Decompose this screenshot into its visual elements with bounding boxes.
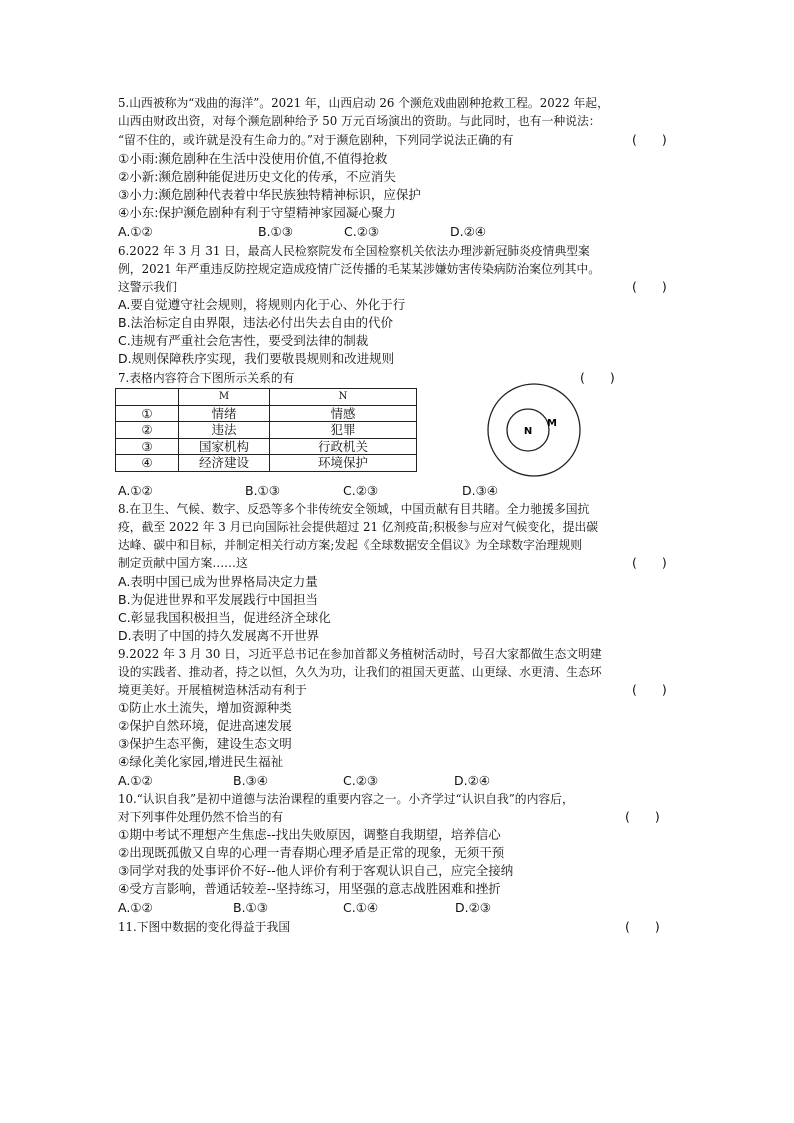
q5-item-4: ④小东:保护濒危剧种有利于守望精神家园凝心聚力 [118,205,396,220]
q9-item-3: ③保护生态平衡，建设生态文明 [118,736,292,751]
q5-item-2: ②小新:濒危剧种能促进历史文化的传承，不应消失 [118,169,396,184]
q6-stem-line-2: 例，2021 年严重违反防控规定造成疫情广泛传播的毛某某涉嫌妨害传染病防治案位列其中。 [118,262,601,276]
table-cell-n: 犯罪 [270,422,417,439]
q10-option-b: B.①③ [233,900,268,915]
q7-option-b: B.①③ [245,483,280,498]
q6-option-a: A.要自觉遵守社会规则，将规则内化于心、外化于行 [118,297,406,312]
inner-circle-label: N [523,426,533,437]
table-cell-index: ① [116,405,179,422]
q5-stem-line-1: 5.山西被称为“戏曲的海洋”。2021 年，山西启动 26 个濒危戏曲剧种抢救工程。2022 年起， [118,96,609,110]
q9-item-2: ②保护自然环境，促进高速发展 [118,718,292,733]
q7-option-d: D.③④ [462,483,499,498]
q8-stem-line-1: 8.在卫生、气候、数字、反恐等多个非传统安全领域，中国贡献有目共睹。全力驰援多国抗 [118,502,590,516]
table-row [116,405,417,422]
q9-item-1: ①防止水土流失，增加资源种类 [118,700,292,715]
q7-option-a: A.①② [118,483,153,498]
q8-option-d: D.表明了中国的持久发展离不开世界 [118,628,320,643]
outer-circle-label: M [547,418,557,429]
q10-item-4: ④受方言影响，普通话较差--坚持练习，用坚强的意志战胜困难和挫折 [118,881,501,896]
q6-stem-line-1: 6.2022 年 3 月 31 日，最高人民检察院发布全国检察机关依法办理涉新冠肺炎疫情典型案 [118,244,590,258]
q8-option-c: C.彰显我国积极担当，促进经济全球化 [118,610,331,625]
q6-option-b: B.法治标定自由界限，违法必付出失去自由的代价 [118,315,394,330]
q6-stem-line-3: 这警示我们 [118,280,177,294]
q9-stem-line-1: 9.2022 年 3 月 30 日，习近平总书记在参加首都义务植树活动时，号召大家都做生态文明建 [118,647,602,661]
outer-circle-m [488,384,580,476]
q10-option-c: C.①④ [343,900,379,915]
q8-stem-line-3: 达峰、碳中和目标，并制定相关行动方案;发起《全球数据安全倡议》为全球数字治理规则 [118,538,583,552]
table-row [116,438,417,455]
q6-option-c: C.违规有严重社会危害性，要受到法律的制裁 [118,333,369,348]
table-header-row [116,389,417,406]
q10-item-1: ①期中考试不理想产生焦虑--找出失败原因，调整自我期望，培养信心 [118,827,501,842]
q11-stem: 11.下图中数据的变化得益于我国 [118,920,291,934]
q5-option-d: D.②④ [450,224,487,239]
q5-option-c: C.②③ [344,224,380,239]
table-cell-index: ③ [116,438,179,455]
q5-option-a: A.①② [118,224,153,239]
q8-option-b: B.为促进世界和平发展践行中国担当 [118,592,319,607]
q5-option-b: B.①③ [258,224,293,239]
q9-option-b: B.③④ [233,773,268,788]
table-cell-m: 国家机构 [179,438,270,455]
q6-option-d: D.规则保障秩序实现，我们要敬畏规则和改进规则 [118,351,395,366]
table-cell-n: 行政机关 [270,438,417,455]
q10-stem-line-2: 对下列事件处理仍然不恰当的有 [118,810,284,824]
table-cell-m: 情绪 [179,405,270,422]
table-cell-m: 经济建设 [179,455,270,472]
q7-option-c: C.②③ [343,483,379,498]
table-header-m: M [179,389,270,406]
table-cell-n: 情感 [270,405,417,422]
table-cell-n: 环境保护 [270,455,417,472]
q5-stem-line-3: “留不住的，或许就是没有生命力的。”对于濒危剧种，下列同学说法正确的有 [118,133,514,147]
q7-answer-bracket: ( ) [580,370,615,385]
q8-stem-line-4: 制定贡献中国方案……这 [118,556,248,570]
table-cell-index: ④ [116,455,179,472]
q8-option-a: A.表明中国已成为世界格局决定力量 [118,574,318,589]
table-header-index [116,389,179,406]
q10-option-d: D.②③ [455,900,492,915]
q10-item-3: ③同学对我的处事评价不好--他人评价有利于客观认识自己，应完全接纳 [118,863,514,878]
q6-answer-bracket: ( ) [632,279,667,294]
q7-stem: 7.表格内容符合下图所示关系的有 [118,371,295,385]
q8-stem-line-2: 疫，截至 2022 年 3 月已向国际社会提供超过 21 亿剂疫苗;积极参与应对气候变化，提出碳 [118,520,599,534]
q9-item-4: ④绿化美化家园,增进民生福祉 [118,754,284,769]
q10-option-a: A.①② [118,900,153,915]
q10-item-2: ②出现既孤傲又自卑的心理一青春期心理矛盾是正常的现象，无须干预 [118,845,505,860]
table-header-n: N [270,389,417,406]
q5-answer-bracket: ( ) [632,132,667,147]
q7-nested-circles-diagram [484,380,584,480]
table-cell-m: 违法 [179,422,270,439]
q8-answer-bracket: ( ) [632,555,667,570]
q5-item-1: ①小雨:濒危剧种在生活中没使用价值,不值得抢救 [118,151,388,166]
q7-relation-table [115,388,417,472]
q9-stem-line-3: 境更美好。开展植树造林活动有利于 [118,683,307,697]
table-cell-index: ② [116,422,179,439]
q10-stem-line-1: 10.“认识自我”是初中道德与法治课程的重要内容之一。小齐学过“认识自我”的内容后， [118,792,574,806]
q10-answer-bracket: ( ) [625,809,660,824]
q9-answer-bracket: ( ) [632,682,667,697]
q9-option-c: C.②③ [343,773,379,788]
q5-item-3: ③小力:濒危剧种代表着中华民族独特精神标识，应保护 [118,187,421,202]
q11-answer-bracket: ( ) [625,919,660,934]
table-row [116,422,417,439]
table-row [116,455,417,472]
q9-option-a: A.①② [118,773,153,788]
q9-option-d: D.②④ [454,773,491,788]
q9-stem-line-2: 设的实践者、推动者，持之以恒，久久为功，让我们的祖国天更蓝、山更绿、水更清、生态环 [118,665,602,679]
q5-stem-line-2: 山西由财政出资，对每个濒危剧种给予 50 万元百场演出的资助。与此同时，也有一种说法： [118,114,601,128]
